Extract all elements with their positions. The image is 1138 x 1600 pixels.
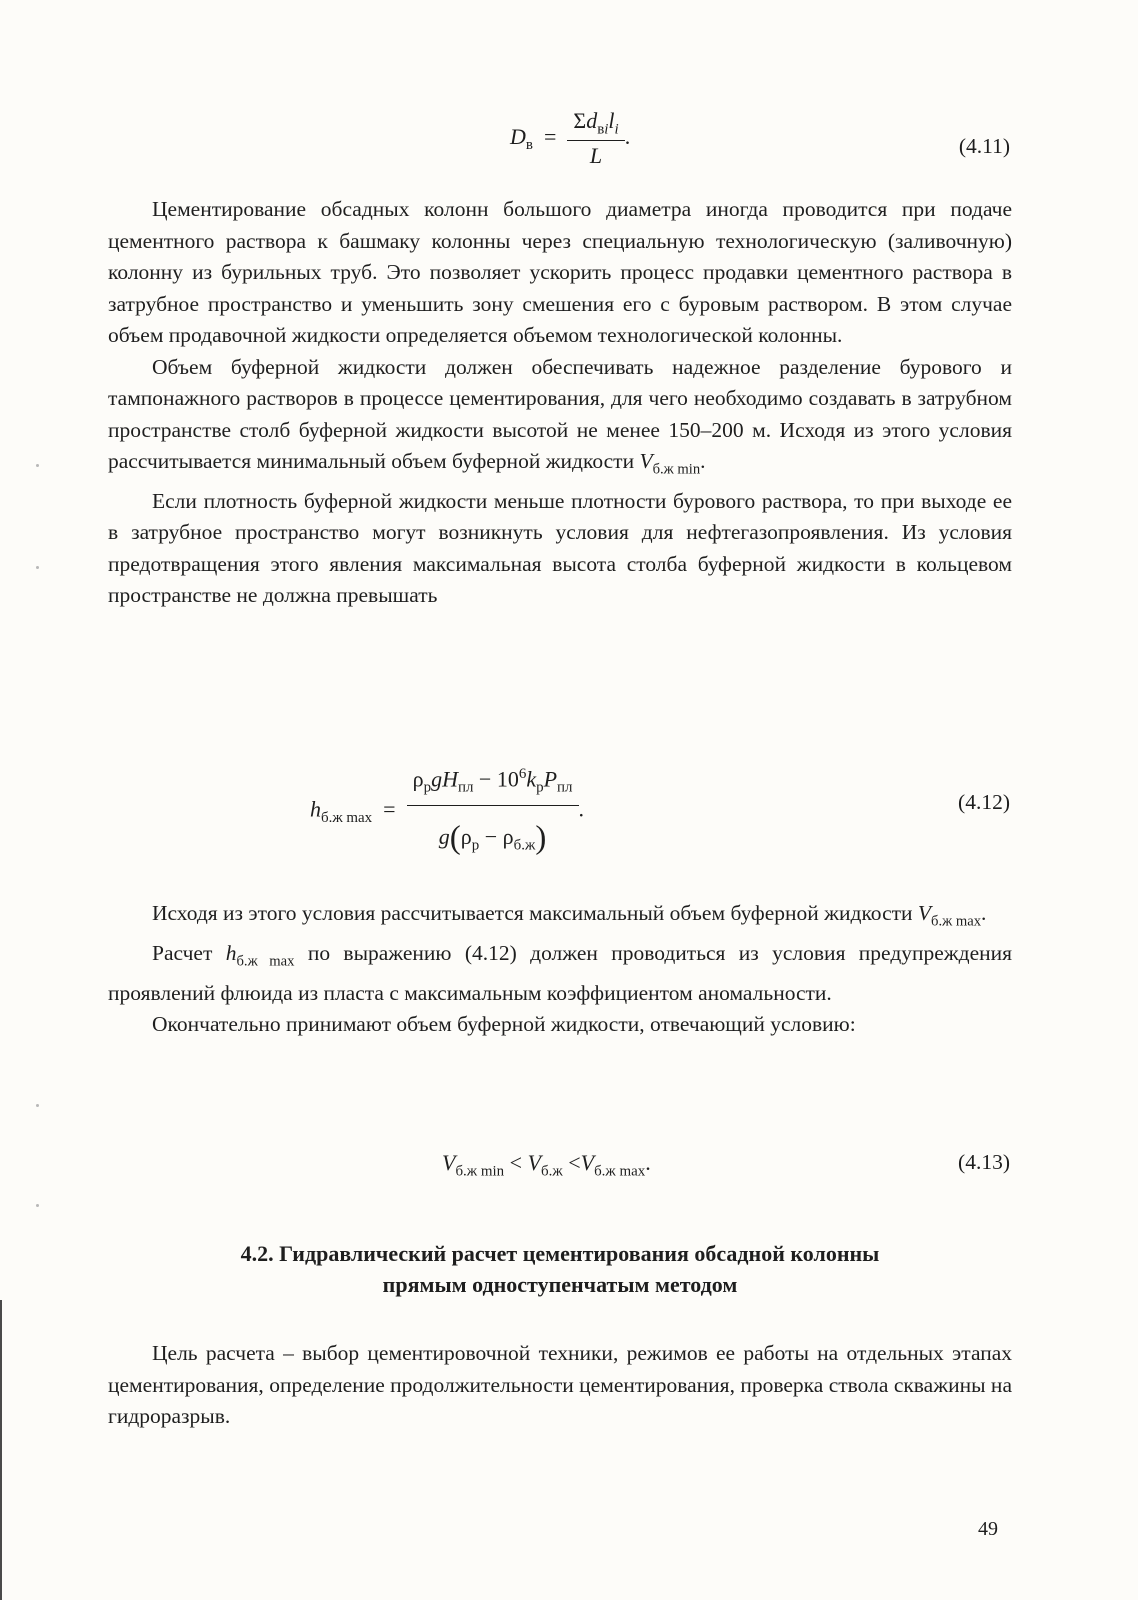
- paragraph: Окончательно принимают объем буферной жидкости, отвечающий условию:: [152, 1012, 856, 1037]
- eq-symbol: ρ: [460, 823, 472, 849]
- paragraph: Если плотность буферной жидкости меньше плотности бурового раствора, то при выходе ее в затрубное пространство могут возникнуть условия для нефтегазопроявления. Из условия предотвращения этого явления максимальная высота столба буферной жидкости в кольцевом пространстве не должна превышать: [108, 488, 1012, 608]
- section-heading-line: 4.2. Гидравлический расчет цементирования обсадной колонны: [240, 1241, 880, 1266]
- eq-subscript: р: [536, 779, 544, 796]
- eq-subscript: пл: [557, 779, 573, 796]
- paragraph-text: Расчет: [152, 940, 213, 965]
- eq-symbol: P: [543, 766, 558, 792]
- text-block-2: [108, 898, 1012, 1041]
- text-block-3: [108, 1338, 1012, 1433]
- page-edge-shadow: [0, 1300, 2, 1600]
- eq-subscript: i: [604, 121, 609, 138]
- paragraph-text: Объем буферной жидкости должен обеспечивать надежное разделение бурового и тампонажного растворов в процессе цементирования, для чего необходимо создавать в затрубном пространстве столб буферной жидкости высотой не менее 150–200 м. Исходя из этого условия рассчитывается минимальный объем буферной жидкости: [108, 354, 1012, 473]
- paragraph: Цель расчета – выбор цементировочной техники, режимов ее работы на отдельных этапах цементирования, определение продолжительности цементирования, проверка ствола скважины на гидроразрыв.: [108, 1341, 1012, 1428]
- eq-symbol: l: [608, 108, 615, 133]
- eq-subscript: б.ж: [541, 1163, 563, 1180]
- paragraph: Объем буферной жидкости должен обеспечивать надежное разделение бурового и тампонажного растворов в процессе цементирования, для чего необходимо создавать в затрубном пространстве столб буферной жидкости высотой не менее 150–200 м. Исходя из этого условия рассчитывается минимальный объем буферной жидкости $V_{б.ж min}$.: [108, 354, 1012, 478]
- inline-math-subscript: б.ж min: [652, 461, 701, 478]
- equation-number: (4.11): [958, 134, 1010, 158]
- inline-math: V: [917, 901, 932, 925]
- eq-symbol: V: [442, 1150, 456, 1175]
- eq-subscript: р: [471, 837, 480, 854]
- scan-speck: [36, 1104, 39, 1107]
- eq-symbol: d: [586, 108, 598, 133]
- eq-symbol: H: [442, 766, 458, 792]
- fraction: [567, 108, 624, 169]
- eq-symbol: ρ: [412, 766, 424, 792]
- equation-4-12: $h_{б.ж max}$ = $\frac{\rho_рgH_{пл} - 10^6k_рP_{пл}}{g(\rho_р - \rho_{б.ж})}$ .: [310, 766, 584, 856]
- section-heading: [108, 1238, 1012, 1300]
- eq-subscript: в: [525, 137, 533, 154]
- eq-symbol: k: [526, 766, 537, 792]
- equation-number: (4.13): [958, 1150, 1010, 1174]
- eq-subscript: i: [614, 121, 619, 138]
- eq-symbol: g: [438, 823, 450, 849]
- eq-subscript: б.ж max: [594, 1163, 646, 1180]
- paragraph-text: Исходя из этого условия рассчитывается максимальный объем буферной жидкости: [152, 901, 913, 925]
- equation-4-13: $V_{б.ж min} < V_{б.ж} <V_{б.ж max}$.: [442, 1150, 651, 1180]
- scan-speck: [36, 566, 39, 569]
- scan-speck: [36, 464, 39, 467]
- eq-subscript: пл: [457, 779, 474, 796]
- equation-4-11: $D_в$ = $\frac{\Sigma d_{вi}l_i}{L}$ .: [510, 108, 631, 169]
- equation-number: (4.12): [958, 790, 1010, 814]
- eq-subscript: б.ж: [513, 837, 536, 854]
- eq-subscript: в: [597, 121, 605, 138]
- eq-symbol: D: [510, 123, 526, 149]
- fraction: $\frac{\rho_рgH_{пл} - 10^6k_рP_{пл}}{g(\rho_р - \rho_{б.ж})}$: [407, 766, 579, 857]
- text-block-1: [108, 194, 1012, 612]
- eq-subscript: р: [423, 779, 432, 796]
- scan-speck: [36, 1204, 39, 1207]
- paragraph: Цементирование обсадных колонн большого диаметра иногда проводится при подаче цементного раствора к башмаку колонны через специальную технологическую (заливочную) колонну из бурильных труб. Это позволяет ускорить процесс продавки цементного раствора в затрубное пространство и уменьшить зону смешения его с буровым раствором. В этом случае объем продавочной жидкости определяется объемом технологической колонны.: [108, 197, 1012, 347]
- eq-symbol: ρ: [502, 823, 514, 849]
- eq-symbol: h: [310, 796, 321, 822]
- section-heading-line: прямым одноступенчатым методом: [382, 1272, 738, 1297]
- eq-superscript: 6: [518, 766, 527, 782]
- inline-math-subscript: б.ж max: [931, 913, 982, 930]
- inline-math: V: [639, 449, 653, 473]
- eq-subscript: б.ж min: [455, 1163, 505, 1180]
- eq-symbol: L: [589, 143, 603, 169]
- page-number: 49: [978, 1518, 998, 1540]
- paragraph: Исходя из этого условия рассчитывается максимальный объем буферной жидкости $V_{б.ж max}$.: [152, 901, 987, 930]
- inline-math-subscript: б.ж max: [236, 953, 295, 970]
- eq-symbol: V: [527, 1150, 542, 1175]
- paragraph-text: по выражению (4.12) должен проводиться из условия предупреждения проявлений флюида из пласта с максимальным коэффициентом аномальности.: [108, 940, 1013, 1005]
- eq-subscript: б.ж max: [321, 809, 373, 826]
- paragraph: [108, 938, 1012, 1009]
- eq-symbol: Σ: [573, 108, 587, 133]
- eq-symbol: g: [431, 766, 443, 792]
- eq-symbol: V: [580, 1150, 595, 1175]
- eq-symbol: − 10: [473, 766, 519, 792]
- inline-math: h: [225, 940, 237, 965]
